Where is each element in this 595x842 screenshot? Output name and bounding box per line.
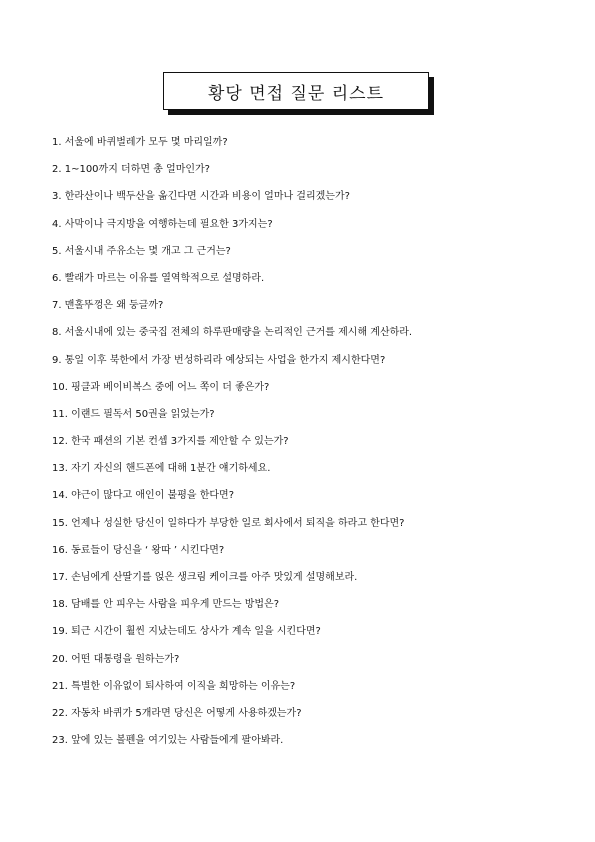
question-item: 20. 어떤 대통령을 원하는가?	[52, 653, 180, 665]
question-item: 9. 통일 이후 북한에서 가장 번성하리라 예상되는 사업을 한가지 제시한다면?	[52, 354, 386, 366]
page-title: 황당 면접 질문 리스트	[163, 72, 429, 110]
question-item: 4. 사막이나 극지방을 여행하는데 필요한 3가지는?	[52, 218, 273, 230]
question-item: 8. 서울시내에 있는 중국집 전체의 하루판매량을 논리적인 근거를 제시해 계산하라.	[52, 327, 413, 339]
question-item: 11. 이랜드 필독서 50권을 읽었는가?	[52, 408, 215, 420]
question-item: 17. 손님에게 산딸기를 얹은 생크림 케이크를 아주 맛있게 설명해보라.	[52, 572, 358, 583]
question-item: 12. 한국 패션의 기본 컨셉 3가지를 제안할 수 있는가?	[52, 436, 289, 448]
question-item: 10. 핑클과 베이비복스 중에 어느 쪽이 더 좋은가?	[52, 381, 270, 393]
question-item: 3. 한라산이나 백두산을 옮긴다면 시간과 비용이 얼마나 걸리겠는가?	[52, 191, 350, 203]
question-item: 16. 동료들이 당신을 ‘ 왕따 ’ 시킨다면?	[52, 544, 225, 556]
question-item: 5. 서울시내 주유소는 몇 개고 그 근거는?	[52, 245, 231, 257]
question-list	[52, 136, 572, 761]
question-item: 18. 담배를 안 피우는 사람을 피우게 만드는 방법은?	[52, 599, 280, 611]
question-item: 21. 특별한 이유없이 퇴사하여 이직을 희망하는 이유는?	[52, 680, 296, 692]
question-item: 19. 퇴근 시간이 훨씬 지났는데도 상사가 계속 일을 시킨다면?	[52, 626, 321, 638]
question-item: 22. 자동차 바퀴가 5개라면 당신은 어떻게 사용하겠는가?	[52, 707, 302, 719]
question-item: 2. 1~100까지 더하면 총 얼마인가?	[52, 164, 210, 176]
question-item: 23. 앞에 있는 볼펜을 여기있는 사람들에게 팔아봐라.	[52, 735, 284, 747]
question-item: 15. 언제나 성실한 당신이 일하다가 부당한 일로 회사에서 퇴직을 하라고 한다면?	[52, 517, 405, 529]
question-item: 7. 맨홀뚜껑은 왜 둥글까?	[52, 300, 164, 312]
question-item: 13. 자기 자신의 핸드폰에 대해 1분간 얘기하세요.	[52, 463, 271, 475]
question-item: 14. 야근이 많다고 애인이 불평을 한다면?	[52, 490, 235, 502]
question-item: 6. 빨래가 마르는 이유를 열역학적으로 설명하라.	[52, 272, 265, 284]
title-banner	[163, 72, 429, 110]
question-item: 1. 서울에 바퀴벌레가 모두 몇 마리일까?	[52, 137, 228, 148]
